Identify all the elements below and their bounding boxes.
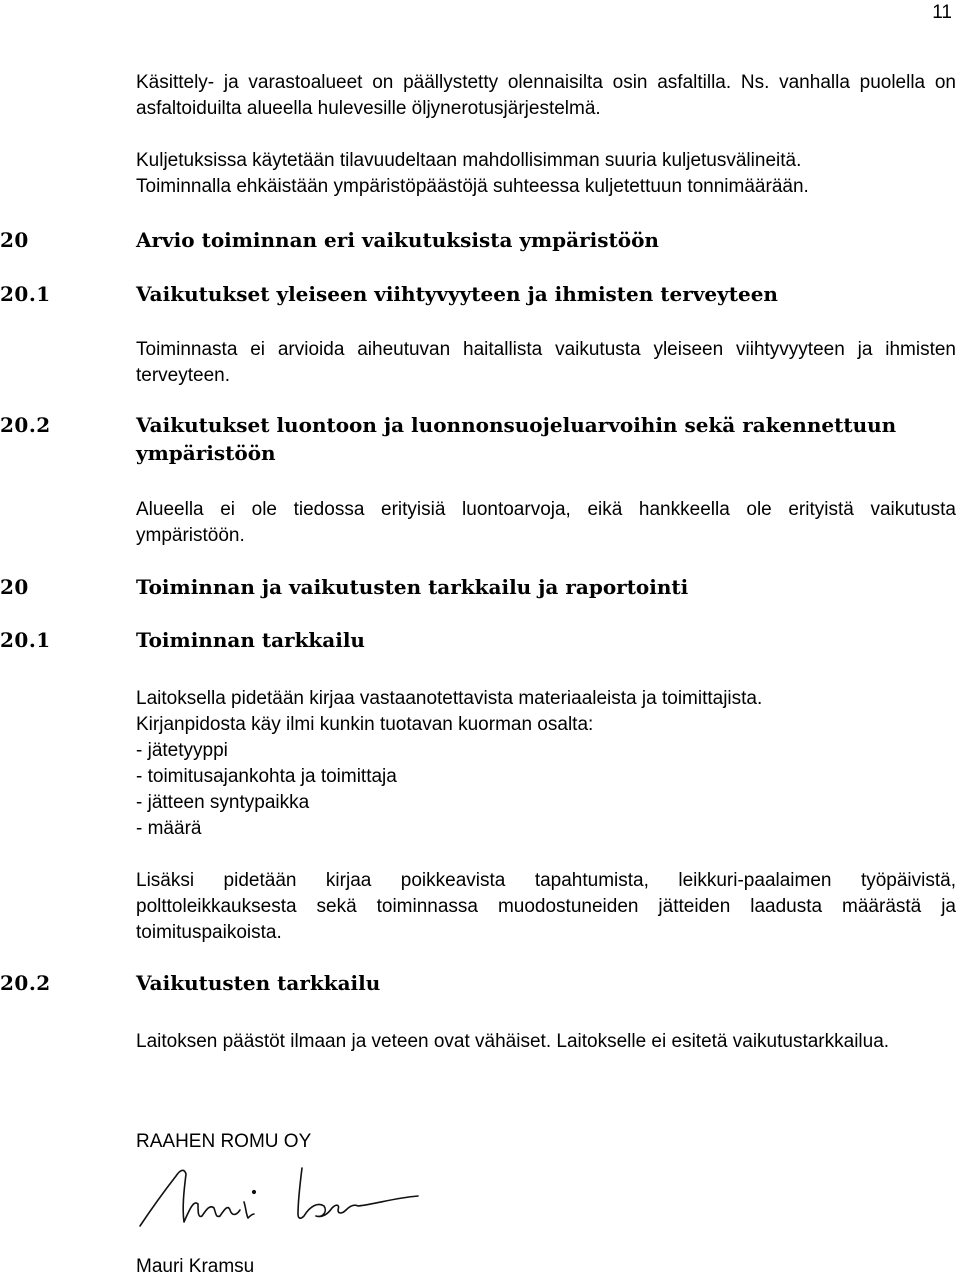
record-keeping-list <box>136 686 956 842</box>
intro-paragraph-1: Käsittely- ja varastoalueet on päällystetty olennaisilta osin asfaltilla. Ns. vanhalla puolella on asfaltoiduilta alueella hulevesille öljynerotusjärjestelmä. <box>136 72 956 119</box>
section-title: Toiminnan tarkkailu <box>136 628 365 652</box>
intro-paragraph-2-line-1: Kuljetuksissa käytetään tilavuudeltaan mahdollisimman suuria kuljetusvälineitä. <box>136 150 802 171</box>
section-title-line-2: ympäristöön <box>136 441 276 465</box>
list-item: - toimitusajankohta ja toimittaja <box>136 766 397 787</box>
signer-name: Mauri Kramsu <box>136 1256 255 1277</box>
section-title: Vaikutusten tarkkailu <box>136 971 381 995</box>
section-number: 20.1 <box>0 282 51 306</box>
page-number: 11 <box>932 2 952 23</box>
section-number: 20.2 <box>0 413 51 437</box>
list-line: Kirjanpidosta käy ilmi kunkin tuotavan kuorman osalta: <box>136 714 594 735</box>
list-item: - jätteen syntypaikka <box>136 792 310 813</box>
section-title-line-1: Vaikutukset luontoon ja luonnonsuojeluarvoihin sekä rakennettuun <box>136 413 897 437</box>
handwritten-signature <box>132 1160 432 1240</box>
company-name: RAAHEN ROMU OY <box>136 1131 312 1152</box>
section-title: Toiminnan ja vaikutusten tarkkailu ja raportointi <box>136 575 689 599</box>
section-title <box>136 411 946 467</box>
section-number: 20.2 <box>0 971 51 995</box>
section-title: Arvio toiminnan eri vaikutuksista ympäristöön <box>136 228 659 252</box>
additional-records-paragraph: Lisäksi pidetään kirjaa poikkeavista tapahtumista, leikkuri-paalaimen työpäivistä, polttoleikkauksesta sekä toiminnassa muodostuneiden jätteiden laadusta määrästä ja toimituspaikoista. <box>136 870 956 943</box>
section-number: 20.1 <box>0 628 51 652</box>
section-title: Vaikutukset yleiseen viihtyvyyteen ja ihmisten terveyteen <box>136 282 778 306</box>
section-number: 20 <box>0 228 29 252</box>
subsection-20-2b-text: Laitoksen päästöt ilmaan ja veteen ovat vähäiset. Laitokselle ei esitetä vaikutustarkkailua. <box>136 1031 890 1052</box>
list-line: Laitoksella pidetään kirjaa vastaanotettavista materiaaleista ja toimittajista. <box>136 688 763 709</box>
intro-paragraph-2-line-2: Toiminnalla ehkäistään ympäristöpäästöjä suhteessa kuljetettuun tonnimäärään. <box>136 176 809 197</box>
intro-paragraph-2 <box>136 148 956 200</box>
list-item: - määrä <box>136 818 202 839</box>
section-number: 20 <box>0 575 29 599</box>
subsection-20-2-text: Alueella ei ole tiedossa erityisiä luontoarvoja, eikä hankkeella ole erityistä vaikutusta ympäristöön. <box>136 499 956 546</box>
list-item: - jätetyyppi <box>136 740 228 761</box>
subsection-20-1-text: Toiminnasta ei arvioida aiheutuvan haitallista vaikutusta yleiseen viihtyvyyteen ja ihmisten terveyteen. <box>136 339 956 386</box>
